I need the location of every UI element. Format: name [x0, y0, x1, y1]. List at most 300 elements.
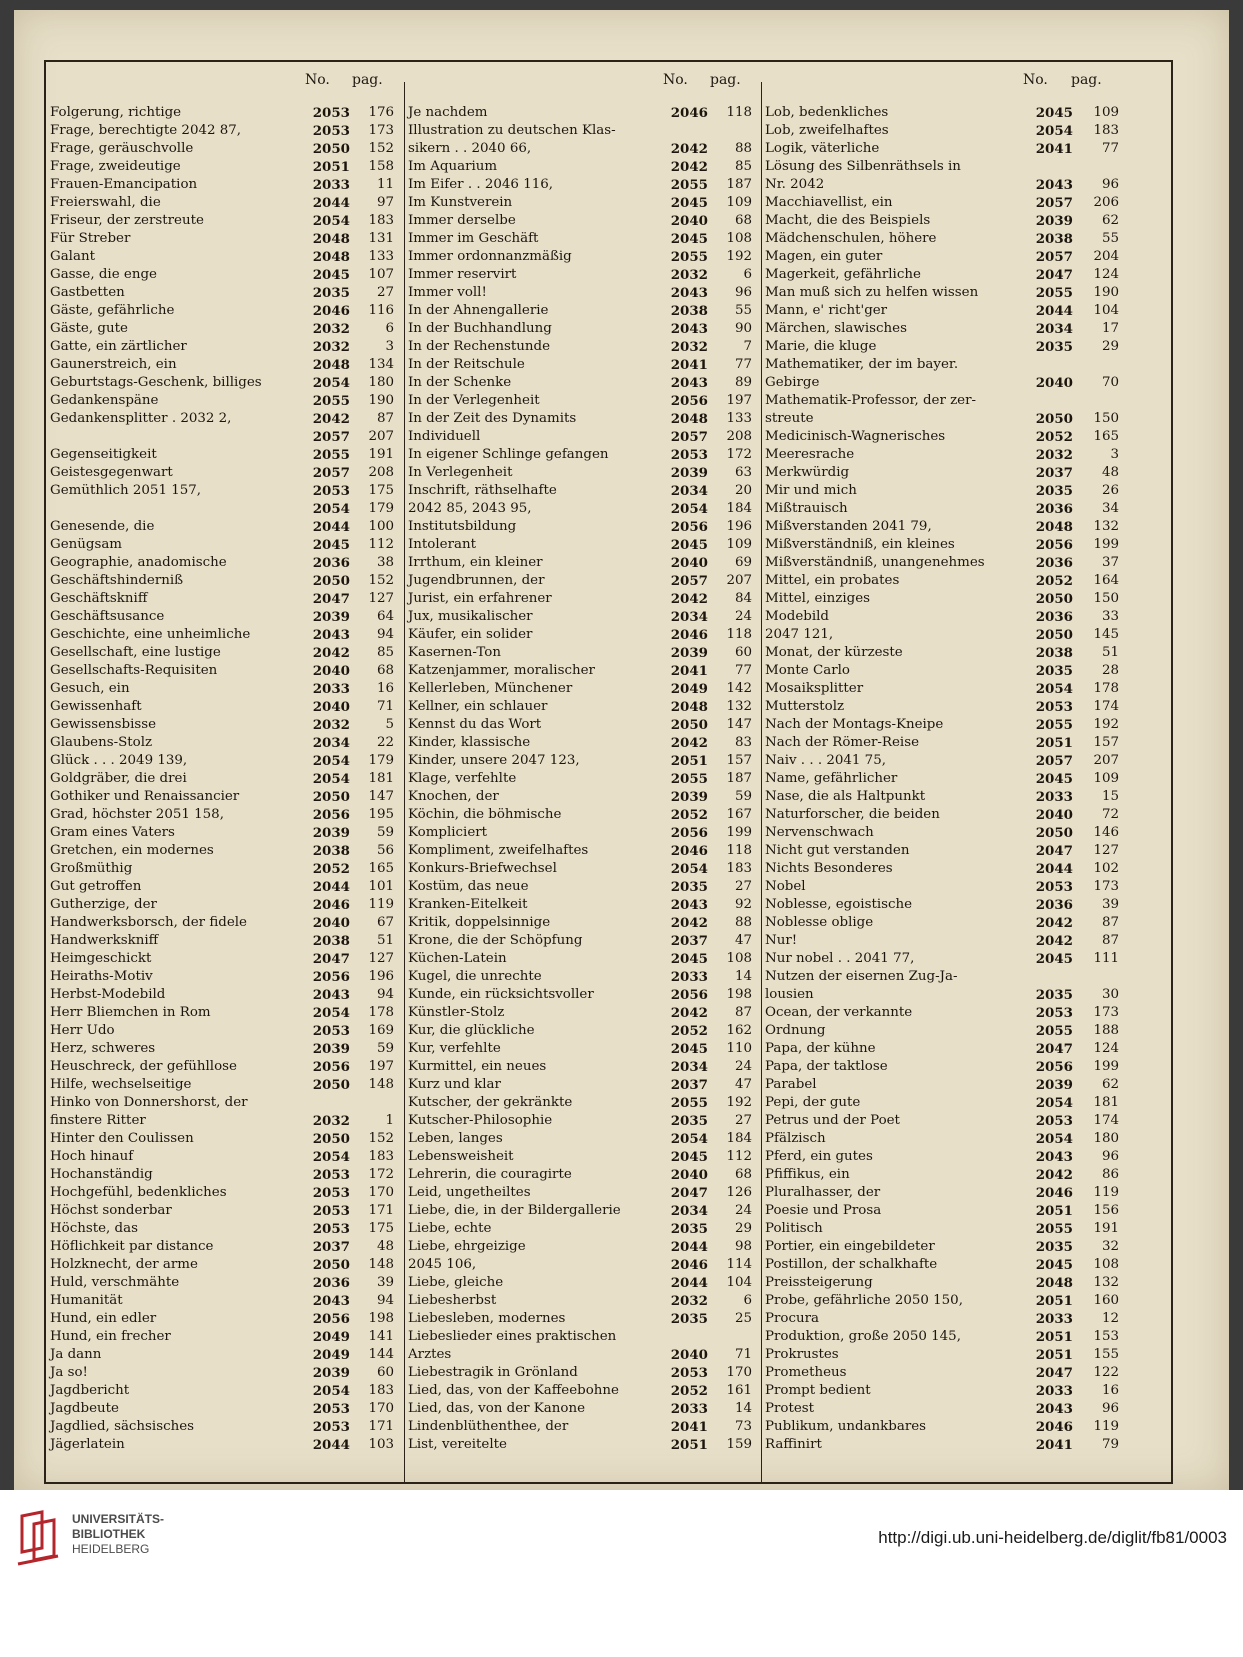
entry-page-number: 204 [1093, 249, 1119, 264]
entry-page-number: 127 [1093, 843, 1119, 858]
entry-issue-number: 2043 [1035, 1149, 1073, 1165]
entry-issue-number: 2034 [670, 609, 708, 625]
entry-title: Man muß sich zu helfen wissen [765, 285, 979, 300]
entry-issue-number: 2043 [312, 1293, 350, 1309]
index-entry [408, 1436, 758, 1454]
entry-issue-number: 2040 [670, 555, 708, 571]
entry-page-number: 68 [734, 213, 752, 228]
index-entry [408, 716, 758, 734]
entry-issue-number: 2055 [312, 447, 350, 463]
index-entry [408, 1040, 758, 1058]
entry-title: Gram eines Vaters [50, 825, 175, 840]
entry-page-number: 116 [368, 303, 394, 318]
entry-title: Gatte, ein zärtlicher [50, 339, 187, 354]
index-entry [408, 1310, 758, 1328]
entry-page-number: 155 [1093, 1347, 1119, 1362]
entry-issue-number: 2047 [670, 1185, 708, 1201]
index-entry [765, 356, 1127, 374]
entry-page-number: 59 [376, 825, 394, 840]
entry-page-number: 183 [368, 1383, 394, 1398]
entry-page-number: 148 [368, 1257, 394, 1272]
index-entry [408, 932, 758, 950]
entry-page-number: 150 [1093, 591, 1119, 606]
entry-title: Gut getroffen [50, 879, 142, 894]
entry-issue-number: 2046 [670, 843, 708, 859]
entry-title: Kur, die glückliche [408, 1023, 535, 1038]
header-no: No. [305, 72, 330, 88]
entry-page-number: 124 [1093, 1041, 1119, 1056]
index-entry [50, 1094, 400, 1112]
entry-issue-number: 2056 [312, 969, 350, 985]
entry-issue-number: 2036 [1035, 501, 1073, 517]
entry-page-number: 104 [726, 1275, 752, 1290]
index-entry [765, 914, 1127, 932]
index-entry [50, 194, 400, 212]
entry-issue-number: 2033 [312, 681, 350, 697]
index-entry [50, 1220, 400, 1238]
entry-title: Herr Bliemchen in Rom [50, 1005, 211, 1020]
entry-page-number: 71 [376, 699, 394, 714]
entry-issue-number: 2053 [312, 1221, 350, 1237]
entry-issue-number: 2033 [670, 1401, 708, 1417]
entry-title: Gewissensbisse [50, 717, 157, 732]
index-entry [765, 320, 1127, 338]
entry-page-number: 192 [726, 1095, 752, 1110]
entry-issue-number: 2040 [1035, 375, 1073, 391]
index-entry [50, 680, 400, 698]
index-entry [408, 626, 758, 644]
entry-title: Mißtrauisch [765, 501, 848, 516]
entry-issue-number: 2035 [670, 1311, 708, 1327]
entry-title: Gothiker und Renaissancier [50, 789, 240, 804]
entry-title: Höflichkeit par distance [50, 1239, 214, 1254]
entry-page-number: 20 [734, 483, 752, 498]
index-entry [765, 248, 1127, 266]
index-entry [765, 1346, 1127, 1364]
index-entry [408, 1364, 758, 1382]
index-entry [408, 1094, 758, 1112]
entry-title: Procura [765, 1311, 819, 1326]
entry-title: Gäste, gute [50, 321, 128, 336]
entry-title: Kasernen-Ton [408, 645, 501, 660]
index-entry [50, 1382, 400, 1400]
entry-issue-number: 2057 [1035, 195, 1073, 211]
entry-page-number: 150 [1093, 411, 1119, 426]
header-no: No. [1023, 72, 1048, 88]
entry-title: Gastbetten [50, 285, 125, 300]
entry-title: Geistesgegenwart [50, 465, 173, 480]
entry-title: Monte Carlo [765, 663, 850, 678]
entry-title: Leben, langes [408, 1131, 503, 1146]
entry-page-number: 110 [726, 1041, 752, 1056]
entry-issue-number: 2047 [1035, 843, 1073, 859]
index-entry [408, 842, 758, 860]
index-entry [765, 140, 1127, 158]
entry-title: Leid, ungetheiltes [408, 1185, 531, 1200]
entry-page-number: 206 [1093, 195, 1119, 210]
index-entry [50, 1130, 400, 1148]
entry-issue-number: 2048 [670, 411, 708, 427]
entry-issue-number: 2032 [670, 1293, 708, 1309]
entry-title: Mosaiksplitter [765, 681, 864, 696]
index-entry [408, 878, 758, 896]
entry-page-number: 180 [1093, 1131, 1119, 1146]
library-name-line: UNIVERSITÄTS- [72, 1512, 165, 1526]
entry-title: Irrthum, ein kleiner [408, 555, 543, 570]
entry-issue-number: 2035 [1035, 1239, 1073, 1255]
entry-issue-number: 2042 [670, 915, 708, 931]
entry-title: Höchst sonderbar [50, 1203, 172, 1218]
entry-page-number: 17 [1101, 321, 1119, 336]
entry-page-number: 181 [1093, 1095, 1119, 1110]
index-entry [50, 824, 400, 842]
entry-page-number: 172 [368, 1167, 394, 1182]
entry-page-number: 208 [726, 429, 752, 444]
entry-title: Poesie und Prosa [765, 1203, 882, 1218]
entry-page-number: 176 [368, 105, 394, 120]
entry-page-number: 39 [376, 1275, 394, 1290]
entry-title: Kurz und klar [408, 1077, 501, 1092]
entry-issue-number: 2035 [1035, 987, 1073, 1003]
entry-title: Kennst du das Wort [408, 717, 542, 732]
entry-page-number: 190 [368, 393, 394, 408]
entry-page-number: 3 [1110, 447, 1119, 462]
scanned-page [14, 10, 1229, 1490]
permalink-url[interactable]: http://digi.ub.uni-heidelberg.de/diglit/fb81/0003 [878, 1528, 1227, 1547]
index-entry [765, 1202, 1127, 1220]
entry-page-number: 109 [726, 195, 752, 210]
index-entry [50, 536, 400, 554]
entry-title: Hund, ein edler [50, 1311, 157, 1326]
entry-title: Hoch hinauf [50, 1149, 134, 1164]
entry-title: Postillon, der schalkhafte [765, 1257, 938, 1272]
index-entry [765, 1328, 1127, 1346]
entry-issue-number: 2053 [312, 1203, 350, 1219]
entry-issue-number: 2051 [1035, 1293, 1073, 1309]
entry-title: Gesuch, ein [50, 681, 130, 696]
entry-title: Hinter den Coulissen [50, 1131, 194, 1146]
entry-title: Gedankensplitter . 2032 2, [50, 411, 232, 426]
entry-page-number: 145 [1093, 627, 1119, 642]
entry-page-number: 60 [376, 1365, 394, 1380]
entry-title: Liebe, gleiche [408, 1275, 504, 1290]
index-entry [765, 410, 1127, 428]
entry-title: Intolerant [408, 537, 476, 552]
entry-title: Jugendbrunnen, der [408, 573, 545, 588]
index-entry [50, 392, 400, 410]
entry-title: Hund, ein frecher [50, 1329, 171, 1344]
index-entry [408, 986, 758, 1004]
entry-page-number: 111 [1093, 951, 1119, 966]
entry-page-number: 24 [734, 609, 752, 624]
entry-title: Heuschreck, der gefühllose [50, 1059, 237, 1074]
index-entry [50, 356, 400, 374]
entry-issue-number: 2041 [670, 357, 708, 373]
entry-title: Hochanständig [50, 1167, 153, 1182]
entry-issue-number: 2057 [670, 573, 708, 589]
entry-page-number: 198 [726, 987, 752, 1002]
index-entry [408, 230, 758, 248]
entry-page-number: 178 [368, 1005, 394, 1020]
entry-issue-number: 2053 [670, 1365, 708, 1381]
entry-page-number: 27 [734, 1113, 752, 1128]
entry-title: Gemüthlich 2051 157, [50, 483, 202, 498]
entry-title: Pfälzisch [765, 1131, 826, 1146]
entry-page-number: 33 [1101, 609, 1119, 624]
entry-page-number: 174 [1093, 699, 1119, 714]
entry-page-number: 156 [1093, 1203, 1119, 1218]
index-entry [765, 950, 1127, 968]
entry-title: Produktion, große 2050 145, [765, 1329, 961, 1344]
entry-title: Papa, der kühne [765, 1041, 876, 1056]
entry-page-number: 30 [1101, 987, 1119, 1002]
index-entry [50, 1148, 400, 1166]
entry-page-number: 112 [726, 1149, 752, 1164]
entry-issue-number: 2036 [1035, 897, 1073, 913]
entry-page-number: 146 [1093, 825, 1119, 840]
index-frame [44, 60, 1173, 1484]
entry-title: Liebesherbst [408, 1293, 497, 1308]
entry-title: Künstler-Stolz [408, 1005, 505, 1020]
index-entry [50, 716, 400, 734]
entry-title: Gasse, die enge [50, 267, 157, 282]
entry-title: Lob, zweifelhaftes [765, 123, 889, 138]
index-entry [50, 248, 400, 266]
entry-title: Je nachdem [408, 105, 488, 120]
entry-title: Köchin, die böhmische [408, 807, 562, 822]
entry-issue-number: 2056 [670, 825, 708, 841]
index-entry [765, 266, 1127, 284]
entry-page-number: 38 [376, 555, 394, 570]
entry-title: 2047 121, [765, 627, 834, 642]
entry-page-number: 109 [1093, 105, 1119, 120]
index-entry [408, 1418, 758, 1436]
entry-page-number: 196 [726, 519, 752, 534]
entry-issue-number: 2051 [1035, 735, 1073, 751]
entry-page-number: 24 [734, 1059, 752, 1074]
entry-issue-number: 2053 [312, 1401, 350, 1417]
index-entry [765, 428, 1127, 446]
entry-title: Ja dann [50, 1347, 102, 1362]
entry-page-number: 96 [1101, 1149, 1119, 1164]
entry-issue-number: 2032 [312, 339, 350, 355]
entry-title: Hinko von Donnershorst, der [50, 1095, 248, 1110]
header-no: No. [663, 72, 688, 88]
entry-page-number: 6 [743, 1293, 752, 1308]
entry-issue-number: 2054 [312, 753, 350, 769]
entry-page-number: 197 [726, 393, 752, 408]
index-entry [50, 1076, 400, 1094]
entry-issue-number: 2056 [670, 393, 708, 409]
index-entry [765, 1220, 1127, 1238]
index-entry [50, 1436, 400, 1454]
entry-issue-number: 2045 [670, 1041, 708, 1057]
index-entry [408, 1400, 758, 1418]
index-entry [50, 986, 400, 1004]
index-entry [408, 446, 758, 464]
entry-issue-number: 2057 [312, 465, 350, 481]
entry-title: Geschäftskniff [50, 591, 148, 606]
entry-issue-number: 2050 [312, 573, 350, 589]
index-entry [765, 1400, 1127, 1418]
entry-title: Monat, der kürzeste [765, 645, 903, 660]
index-rows [408, 104, 758, 1454]
entry-title: Friseur, der zerstreute [50, 213, 204, 228]
entry-page-number: 127 [368, 951, 394, 966]
entry-issue-number: 2055 [670, 1095, 708, 1111]
entry-page-number: 152 [368, 573, 394, 588]
entry-title: Parabel [765, 1077, 817, 1092]
entry-page-number: 48 [1101, 465, 1119, 480]
entry-page-number: 72 [1101, 807, 1119, 822]
entry-title: Krone, die der Schöpfung [408, 933, 583, 948]
entry-title: Goldgräber, die drei [50, 771, 187, 786]
entry-page-number: 187 [726, 771, 752, 786]
entry-page-number: 153 [1093, 1329, 1119, 1344]
entry-page-number: 191 [1093, 1221, 1119, 1236]
entry-title: Nobel [765, 879, 806, 894]
entry-issue-number: 2051 [1035, 1347, 1073, 1363]
entry-title: Liebestragik in Grönland [408, 1365, 578, 1380]
index-entry [765, 734, 1127, 752]
index-entry [408, 482, 758, 500]
entry-issue-number: 2054 [312, 1149, 350, 1165]
entry-page-number: 124 [1093, 267, 1119, 282]
entry-page-number: 51 [1101, 645, 1119, 660]
entry-title: Lösung des Silbenräthsels in [765, 159, 961, 174]
viewer-footer [0, 1490, 1243, 1657]
index-entry [50, 1256, 400, 1274]
entry-issue-number: 2054 [670, 861, 708, 877]
entry-title: Nur nobel . . 2041 77, [765, 951, 915, 966]
entry-title: Nur! [765, 933, 798, 948]
index-entry [50, 374, 400, 392]
entry-title: Probe, gefährliche 2050 150, [765, 1293, 963, 1308]
entry-title: Hochgefühl, bedenkliches [50, 1185, 227, 1200]
entry-title: 2045 106, [408, 1257, 477, 1272]
index-entry [50, 1202, 400, 1220]
entry-page-number: 173 [368, 123, 394, 138]
index-entry [408, 644, 758, 662]
entry-issue-number: 2044 [1035, 861, 1073, 877]
entry-title: Lob, bedenkliches [765, 105, 889, 120]
index-entry [50, 320, 400, 338]
index-entry [765, 1256, 1127, 1274]
entry-issue-number: 2034 [670, 483, 708, 499]
entry-page-number: 132 [1093, 1275, 1119, 1290]
index-entry [765, 1130, 1127, 1148]
index-entry [765, 644, 1127, 662]
entry-issue-number: 2052 [670, 1023, 708, 1039]
entry-title: Institutsbildung [408, 519, 517, 534]
index-entry [765, 1004, 1127, 1022]
index-entry [50, 896, 400, 914]
entry-issue-number: 2049 [670, 681, 708, 697]
index-entry [50, 572, 400, 590]
index-entry [408, 1220, 758, 1238]
entry-title: Macht, die des Beispiels [765, 213, 931, 228]
index-entry [765, 806, 1127, 824]
entry-title: Kompliment, zweifelhaftes [408, 843, 589, 858]
entry-title: Frage, berechtigte 2042 87, [50, 123, 242, 138]
entry-page-number: 25 [734, 1311, 752, 1326]
entry-title: Kellner, ein schlauer [408, 699, 548, 714]
entry-page-number: 148 [368, 1077, 394, 1092]
entry-page-number: 86 [1101, 1167, 1119, 1182]
header-pag: pag. [710, 72, 741, 88]
entry-title: Papa, der taktlose [765, 1059, 888, 1074]
index-entry [50, 1040, 400, 1058]
entry-page-number: 1 [385, 1113, 394, 1128]
index-entry [765, 464, 1127, 482]
entry-title: Kurmittel, ein neues [408, 1059, 547, 1074]
entry-issue-number: 2045 [670, 537, 708, 553]
entry-title: Im Aquarium [408, 159, 498, 174]
entry-page-number: 170 [368, 1185, 394, 1200]
index-entry [50, 1400, 400, 1418]
column-divider [761, 82, 762, 1482]
entry-page-number: 207 [1093, 753, 1119, 768]
entry-title: Mathematik-Professor, der zer- [765, 393, 977, 408]
index-entry [50, 752, 400, 770]
entry-page-number: 199 [1093, 1059, 1119, 1074]
entry-issue-number: 2053 [670, 447, 708, 463]
entry-issue-number: 2055 [670, 771, 708, 787]
entry-title: Gutherzige, der [50, 897, 157, 912]
entry-page-number: 167 [726, 807, 752, 822]
entry-title: Nicht gut verstanden [765, 843, 910, 858]
entry-page-number: 6 [385, 321, 394, 336]
entry-page-number: 179 [368, 501, 394, 516]
entry-issue-number: 2039 [1035, 213, 1073, 229]
index-entry [408, 572, 758, 590]
entry-title: Im Eifer . . 2046 116, [408, 177, 554, 192]
entry-issue-number: 2049 [312, 1329, 350, 1345]
entry-page-number: 208 [368, 465, 394, 480]
entry-issue-number: 2053 [312, 105, 350, 121]
index-entry [50, 104, 400, 122]
entry-page-number: 133 [368, 249, 394, 264]
index-entry [408, 554, 758, 572]
index-entry [765, 1112, 1127, 1130]
entry-issue-number: 2046 [1035, 1185, 1073, 1201]
entry-page-number: 55 [1101, 231, 1119, 246]
entry-title: Ordnung [765, 1023, 826, 1038]
index-entry [50, 698, 400, 716]
entry-title: Geographie, anadomische [50, 555, 227, 570]
entry-issue-number: 2045 [670, 951, 708, 967]
entry-issue-number: 2041 [670, 663, 708, 679]
entry-issue-number: 2044 [1035, 303, 1073, 319]
entry-issue-number: 2035 [1035, 483, 1073, 499]
entry-page-number: 24 [734, 1203, 752, 1218]
entry-issue-number: 2053 [312, 1419, 350, 1435]
entry-title: Mittel, einziges [765, 591, 871, 606]
entry-page-number: 161 [726, 1383, 752, 1398]
entry-issue-number: 2045 [670, 195, 708, 211]
entry-page-number: 101 [368, 879, 394, 894]
index-entry [408, 320, 758, 338]
index-entry [50, 1022, 400, 1040]
entry-issue-number: 2036 [312, 555, 350, 571]
index-entry [408, 1058, 758, 1076]
entry-page-number: 87 [1101, 933, 1119, 948]
index-entry [408, 1274, 758, 1292]
entry-page-number: 96 [1101, 177, 1119, 192]
entry-title: Genesende, die [50, 519, 155, 534]
index-entry [408, 248, 758, 266]
entry-issue-number: 2040 [312, 699, 350, 715]
